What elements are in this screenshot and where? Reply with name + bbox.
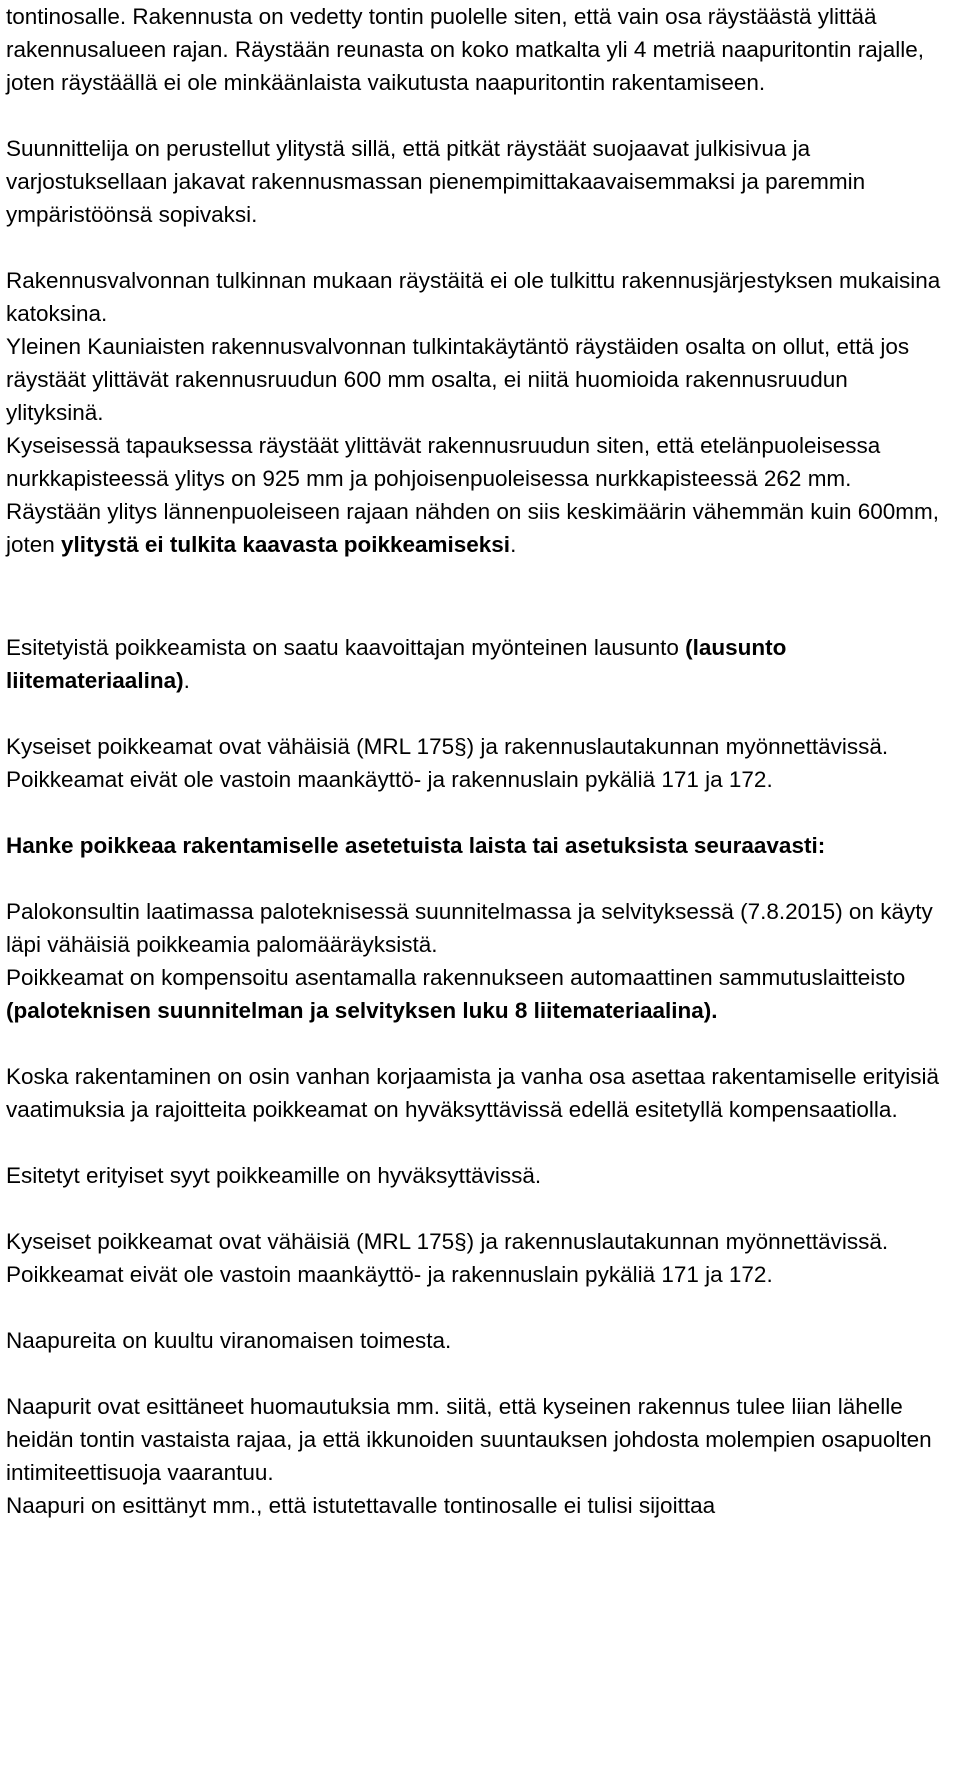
paragraph-neighbour-remarks: Naapurit ovat esittäneet huomautuksia mm. siitä, että kyseinen rakennus tulee liian lähelle heidän tontin vastaista rajaa, ja että ikkunoiden suuntauksen johdosta molempien osapuolten intimiteettisuoja vaarantuu. — [6, 1394, 932, 1485]
paragraph-practice: Yleinen Kauniaisten rakennusvalvonnan tulkintakäytäntö räystäiden osalta on ollut, että jos räystäät ylittävät rakennusruudun 600 mm osalta, ei niitä huomioida rakennusruudun ylityksinä. — [6, 334, 910, 425]
paragraph-fire-consultant: Palokonsultin laatimassa paloteknisessä suunnitelmassa ja selvityksessä (7.8.2015) on käyty läpi vähäisiä poikkeamia palomääräyksistä. — [6, 899, 933, 957]
paragraph-neighbours-heard: Naapureita on kuultu viranomaisen toimesta. — [6, 1328, 452, 1353]
section-heading-text: Hanke poikkeaa rakentamiselle asetetuista laista tai asetuksista seuraavasti: — [6, 833, 826, 858]
paragraph-minor-deviations-2: Kyseiset poikkeamat ovat vähäisiä (MRL 175§) ja rakennuslautakunnan myönnettävissä. Poikkeamat eivät ole vastoin maankäyttö- ja rakennuslain pykäliä 171 ja 172. — [6, 1229, 889, 1287]
paragraph-planner-statement-end: . — [183, 668, 190, 693]
paragraph-planner-statement-text: Esitetyistä poikkeamista on saatu kaavoittajan myönteinen lausunto — [6, 635, 686, 660]
paragraph-neighbour-proposal: Naapuri on esittänyt mm., että istutettavalle tontinosalle ei tulisi sijoittaa — [6, 1493, 716, 1518]
paragraph-compensation-text: Poikkeamat on kompensoitu asentamalla rakennukseen automaattinen sammutuslaitteisto — [6, 965, 906, 990]
section-heading — [6, 829, 950, 862]
paragraph-renovation: Koska rakentaminen on osin vanhan korjaamista ja vanha osa asettaa rakentamiselle erityisiä vaatimuksia ja rajoitteita poikkeamat on hyväksyttävissä edellä esitetyllä kompensaatiolla. — [6, 1064, 940, 1122]
paragraph-case-eaves-end: . — [510, 532, 517, 557]
paragraph-minor-deviations: Kyseiset poikkeamat ovat vähäisiä (MRL 175§) ja rakennuslautakunnan myönnettävissä. Poikkeamat eivät ole vastoin maankäyttö- ja rakennuslain pykäliä 171 ja 172. — [6, 734, 889, 792]
paragraph-interpretation: Rakennusvalvonnan tulkinnan mukaan räystäitä ei ole tulkittu rakennusjärjestyksen mukaisina katoksina. — [6, 268, 941, 326]
paragraph-case-eaves-conclusion: ylitystä ei tulkita kaavasta poikkeamiseksi — [61, 532, 511, 557]
paragraph-special-reasons: Esitetyt erityiset syyt poikkeamille on hyväksyttävissä. — [6, 1163, 542, 1188]
paragraph-designer-justification: Suunnittelija on perustellut ylitystä sillä, että pitkät räystäät suojaavat julkisivua ja varjostuksellaan jakavat rakennusmassan pienempimittakaavaisemmaksi ja paremmin ympäristöönsä sopivaksi. — [6, 136, 866, 227]
paragraph-case-eaves-text: Kyseisessä tapauksessa räystäät ylittävät rakennusruudun siten, että etelänpuoleisessa nurkkapisteessä ylitys on 925 mm ja pohjoisenpuoleisessa nurkkapisteessä 262 mm. Räystään ylitys lännenpuoleiseen rajaan nähden on siis keskimäärin vähemmän kuin 600mm, joten — [6, 433, 940, 557]
paragraph-planner-statement — [6, 631, 950, 697]
paragraph-case-eaves — [6, 429, 950, 561]
paragraph-eaves-boundary: tontinosalle. Rakennusta on vedetty tontin puolelle siten, että vain osa räystäästä ylittää rakennusalueen rajan. Räystään reunasta on koko matkalta yli 4 metriä naapuritontin rajalle, joten räystäällä ei ole minkäänlaista vaikutusta naapuritontin rakentamiseen. — [6, 4, 925, 95]
paragraph-compensation-ref: (paloteknisen suunnitelman ja selvityksen luku 8 liitemateriaalina). — [6, 998, 718, 1023]
paragraph-compensation — [6, 961, 950, 1027]
paragraph-planner-statement-ref: (lausunto liitemateriaalina) — [6, 635, 787, 693]
